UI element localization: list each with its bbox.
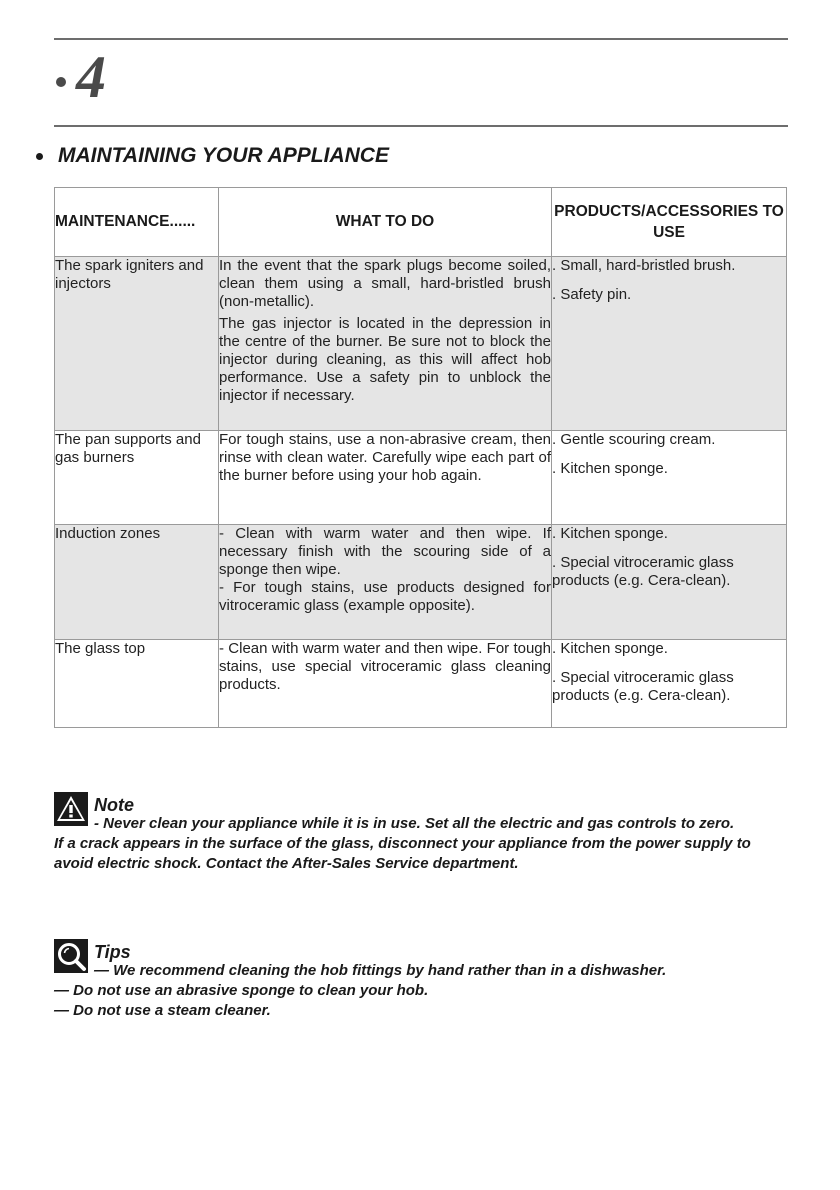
maintenance-table: [54, 187, 787, 728]
row-label: The pan supports and gas burners: [55, 431, 219, 525]
row-what-to-do: [219, 525, 552, 640]
row-products: [552, 525, 787, 640]
header-products: PRODUCTS/ACCESSORIES TO USE: [552, 188, 787, 257]
table-row: [55, 431, 787, 525]
header-maintenance: MAINTENANCE......: [55, 188, 219, 257]
table-header-row: [55, 188, 787, 257]
product-text: . Special vitroceramic glass products (e.g. Cera-clean).: [552, 669, 734, 704]
table-row: [55, 525, 787, 640]
tips-block: [54, 937, 784, 1021]
tips-line: — Do not use a steam cleaner.: [54, 1002, 271, 1019]
todo-text: - Clean with warm water and then wipe. For tough stains, use special vitroceramic glass cleaning products.: [219, 640, 551, 693]
note-line: If a crack appears in the surface of the glass, disconnect your appliance from the power supply to avoid electric shock. Contact the After-Sales Service department.: [54, 835, 751, 872]
row-what-to-do: [219, 640, 552, 728]
product-text: . Kitchen sponge.: [552, 460, 668, 477]
header-what-to-do: WHAT TO DO: [219, 188, 552, 257]
section-bullet: [36, 153, 43, 160]
product-text: . Kitchen sponge.: [552, 525, 668, 542]
todo-text: The gas injector is located in the depression in the centre of the burner. Be sure not to block the injector during cleaning, as this will affect hob performance. Use a safety pin to unblock the injector if necessary.: [219, 315, 551, 404]
magnifier-icon: [54, 939, 88, 973]
note-title: Note: [94, 795, 134, 815]
row-label: The spark igniters and injectors: [55, 257, 219, 431]
warning-triangle-icon: [54, 792, 88, 826]
tips-line: — We recommend cleaning the hob fittings by hand rather than in a dishwasher.: [94, 962, 667, 979]
product-text: . Special vitroceramic glass products (e.g. Cera-clean).: [552, 554, 734, 589]
section-title: [36, 144, 389, 168]
row-label: Induction zones: [55, 525, 219, 640]
tips-title: Tips: [94, 942, 131, 962]
todo-text: For tough stains, use a non-abrasive cream, then rinse with clean water. Carefully wipe each part of the burner before using your hob again.: [219, 431, 551, 484]
row-label: The glass top: [55, 640, 219, 728]
row-products: [552, 431, 787, 525]
chapter-bullet: [56, 77, 66, 87]
note-line: - Never clean your appliance while it is in use. Set all the electric and gas controls to zero.: [94, 815, 735, 832]
tips-line: — Do not use an abrasive sponge to clean your hob.: [54, 982, 429, 999]
row-products: [552, 257, 787, 431]
top-rule: [54, 38, 788, 40]
chapter-rule: [54, 125, 788, 127]
product-text: . Gentle scouring cream.: [552, 431, 716, 448]
product-text: . Safety pin.: [552, 286, 632, 303]
chapter-number: 4: [76, 44, 106, 110]
row-products: [552, 640, 787, 728]
table-row: [55, 640, 787, 728]
todo-text: - Clean with warm water and then wipe. If necessary finish with the scouring side of a sponge then wipe.: [219, 525, 551, 578]
chapter-marker: [56, 44, 106, 110]
row-what-to-do: [219, 431, 552, 525]
table-row: [55, 257, 787, 431]
todo-text: - For tough stains, use products designed for vitroceramic glass (example opposite).: [219, 579, 551, 614]
product-text: . Small, hard-bristled brush.: [552, 257, 736, 274]
note-block: [54, 790, 784, 874]
row-what-to-do: [219, 257, 552, 431]
todo-text: In the event that the spark plugs become soiled, clean them using a small, hard-bristled brush (non-metallic).: [219, 257, 551, 310]
product-text: . Kitchen sponge.: [552, 640, 668, 657]
section-title-text: MAINTAINING YOUR APPLIANCE: [58, 144, 389, 167]
